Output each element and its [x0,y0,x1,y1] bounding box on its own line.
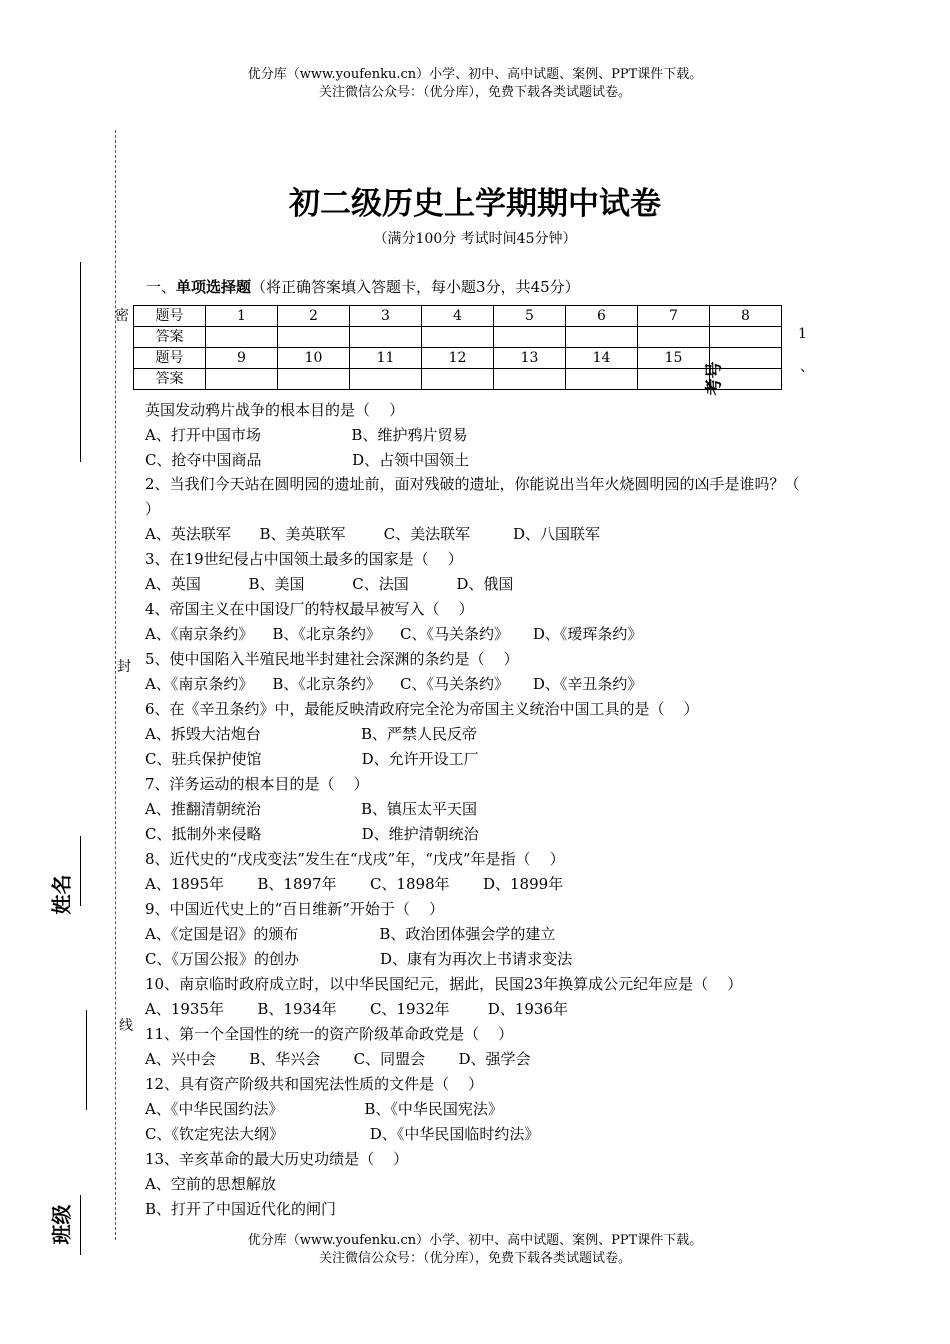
class-label: 班级 [49,1204,74,1245]
question-line: A、《南京条约》 B、《北京条约》 C、《马关条约》 D、《瑷珲条约》 [145,625,643,643]
answer-cell[interactable] [422,327,494,348]
question-number-cell: 1 [206,306,278,327]
question-line: B、打开了中国近代化的闸门 [145,1200,337,1218]
question-line: A、兴中会 B、华兴会 C、同盟会 D、强学会 [145,1050,531,1068]
section-prefix: 一、 [146,278,177,296]
question-line: A、《中华民国约法》 B、《中华民国宪法》 [145,1100,503,1118]
seal-char-xian: 线 [119,1018,133,1034]
header-line-2: 关注微信公众号：（优分库），免费下载各类试题试卷。 [318,85,631,100]
question-line: 10、南京临时政府成立时，以中华民国纪元，据此，民国23年换算成公元纪年应是（ ） [145,975,743,993]
question-line: A、《南京条约》 B、《北京条约》 C、《马关条约》 D、《辛丑条约》 [145,675,643,693]
question-line: 7、洋务运动的根本目的是（ ） [145,775,369,793]
answer-cell[interactable] [710,369,782,390]
row-label: 题号 [134,306,206,327]
question-line: C、驻兵保护使馆 D、允许开设工厂 [145,750,479,768]
exam-number-write-line [80,262,81,462]
question-line: C、抢夺中国商品 D、占领中国领土 [145,451,470,469]
question-line: 11、第一个全国性的统一的资产阶级革命政党是（ ） [145,1025,514,1043]
question-number-cell: 6 [566,306,638,327]
table-row [134,348,782,369]
table-row [134,369,782,390]
section-heading [146,276,580,297]
answer-cell[interactable] [206,327,278,348]
question-line: A、英法联军 B、美英联军 C、美法联军 D、八国联军 [145,525,601,543]
section-rest: （将正确答案填入答题卡，每小题3分，共45分） [251,278,580,296]
question-number-cell: 13 [494,348,566,369]
answer-cell[interactable] [494,327,566,348]
answer-cell[interactable] [566,369,638,390]
row-label: 答案 [134,369,206,390]
exam-number-label: 考号 [704,361,725,396]
question-line: C、《万国公报》的创办 D、康有为再次上书请求变法 [145,950,573,968]
answer-cell[interactable] [638,369,710,390]
question-number-cell: 12 [422,348,494,369]
question-line: 5、使中国陷入半殖民地半封建社会深渊的条约是（ ） [145,650,519,668]
question-line: C、《钦定宪法大纲》 D、《中华民国临时约法》 [145,1125,540,1143]
name-label: 姓名 [49,874,74,915]
question-number-cell: 9 [206,348,278,369]
table-row [134,306,782,327]
question-line: A、1935年 B、1934年 C、1932年 D、1936年 [145,1000,568,1018]
question-number-cell: 15 [638,348,710,369]
question-line: A、英国 B、美国 C、法国 D、俄国 [145,575,514,593]
question-line: 英国发动鸦片战争的根本目的是（ ） [145,401,405,419]
question-line: 6、在《辛丑条约》中，最能反映清政府完全沦为帝国主义统治中国工具的是（ ） [145,700,699,718]
question-number-cell: 2 [278,306,350,327]
header-line-1: 优分库（www.youfenku.cn）小学、初中、高中试题、案例、PPT课件下载。 [247,67,703,82]
question-line: A、拆毁大沽炮台 B、严禁人民反帝 [145,725,477,743]
question-line: A、推翻清朝统治 B、镇压太平天国 [145,800,477,818]
page-subtitle: （满分100分 考试时间45分钟） [373,231,577,247]
answer-cell[interactable] [206,369,278,390]
question-line: A、1895年 B、1897年 C、1898年 D、1899年 [145,875,564,893]
row-label: 答案 [134,327,206,348]
question-line: 13、辛亥革命的最大历史功绩是（ ） [145,1150,409,1168]
answer-cell[interactable] [494,369,566,390]
question-number-cell: 4 [422,306,494,327]
name-write-line [80,836,81,906]
answer-cell[interactable] [422,369,494,390]
right-margin-dun: 、 [800,359,814,375]
question-line: C、抵制外来侵略 D、维护清朝统治 [145,825,479,843]
binding-dashed-line [115,130,116,1240]
question-line: 12、具有资产阶级共和国宪法性质的文件是（ ） [145,1075,484,1093]
answer-cell[interactable] [350,369,422,390]
question-number-cell: 8 [710,306,782,327]
seal-char-feng: 封 [117,659,131,675]
page-title: 初二级历史上学期期中试卷 [289,186,661,222]
row-label: 题号 [134,348,206,369]
table-row [134,327,782,348]
question-number-cell: 14 [566,348,638,369]
answer-cell[interactable] [566,327,638,348]
question-line: 4、帝国主义在中国设厂的特权最早被写入（ ） [145,600,474,618]
question-number-cell: 5 [494,306,566,327]
question-line: 8、近代史的“戊戌变法”发生在“戊戌”年，“戊戌”年是指（ ） [145,850,565,868]
question-number-cell: 10 [278,348,350,369]
footer-line-2: 关注微信公众号：（优分库），免费下载各类试题试卷。 [318,1251,631,1266]
section-bold: 单项选择题 [176,278,252,296]
blank-write-line [86,1010,87,1110]
question-line: 2、当我们今天站在圆明园的遗址前，面对残破的遗址，你能说出当年火烧圆明园的凶手是谁吗？（ ） [145,475,800,518]
question-number-cell: 3 [350,306,422,327]
question-line: A、《定国是诏》的颁布 B、政治团体强会学的建立 [145,925,556,943]
answer-cell[interactable] [278,369,350,390]
question-line: 3、在19世纪侵占中国领土最多的国家是（ ） [145,550,463,568]
question-line: 9、中国近代史上的“百日维新”开始于（ ） [145,900,444,918]
answer-cell[interactable] [710,327,782,348]
right-margin-one: 1 [798,326,807,342]
question-line: A、打开中国市场 B、维护鸦片贸易 [145,426,468,444]
seal-char-mi: 密 [115,308,129,324]
answer-table [133,305,782,390]
answer-cell[interactable] [278,327,350,348]
question-line: A、空前的思想解放 [145,1175,276,1193]
footer-line-1: 优分库（www.youfenku.cn）小学、初中、高中试题、案例、PPT课件下载。 [247,1233,703,1248]
question-number-cell: 11 [350,348,422,369]
answer-cell[interactable] [638,327,710,348]
question-number-cell: 7 [638,306,710,327]
question-number-cell [710,348,782,369]
answer-cell[interactable] [350,327,422,348]
